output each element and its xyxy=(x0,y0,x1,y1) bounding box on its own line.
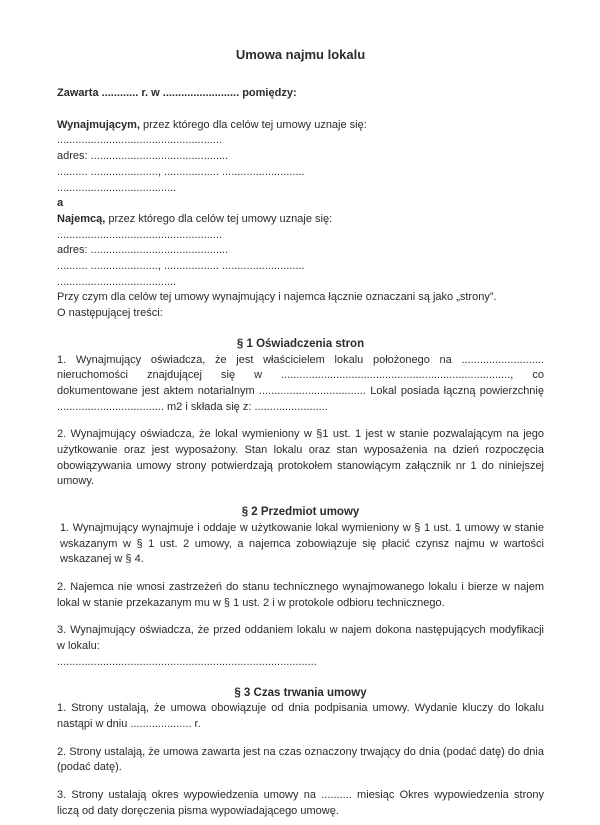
tenant-block xyxy=(57,212,544,291)
landlord-heading xyxy=(57,118,544,134)
landlord-address-field: adres: ............................................. xyxy=(57,150,229,163)
section-3-paragraph-2: 2. Strony ustalają, że umowa zawarta jest na czas oznaczony trwający do dnia (podać datę) do dnia (podać datę). xyxy=(57,745,544,774)
section-3-paragraph-3: 3. Strony ustalają okres wypowiedzenia umowy na .......... miesiąc Okres wypowiedzenia strony liczą od daty doręczenia pisma wypowiadającego umowę. xyxy=(57,789,544,817)
section-2-heading: § 2 Przedmiot umowy xyxy=(241,506,360,519)
section-2-paragraph-2: 2. Najemca nie wnosi zastrzeżeń do stanu technicznego wynajmowanego lokalu i bierze w najem lokal w stanie przekazanym mu w § 1 ust. 2 i w protokole odbioru technicznego. xyxy=(57,580,544,609)
section-3-paragraph-1: 1. Strony ustalają, że umowa obowiązuje od dnia podpisania umowy. Wydanie kluczy do lokalu nastąpi w dniu .................... r. xyxy=(57,702,544,730)
tenant-label: Najemcą, xyxy=(57,212,106,225)
tenant-label-rest: przez którego dla celów tej umowy uznaje się: xyxy=(105,212,333,225)
tenant-heading xyxy=(57,212,544,228)
joint-clause: Przy czym dla celów tej umowy wynajmujący i najemca łącznie oznaczani są jako „strony”. xyxy=(57,291,497,304)
section-2-paragraph-1: 1. Wynajmujący wynajmuje i oddaje w użytkowanie lokal wymieniony w § 1 ust. 1 umowy w stanie wskazanym w § 1 ust. 2 umowy, a najemca zobowiązuje się płacić czynsz najmu w wartości wskazanej w § 4. xyxy=(60,521,544,566)
section-1-heading: § 1 Oświadczenia stron xyxy=(236,337,365,350)
landlord-block xyxy=(57,118,544,197)
section-1-paragraph-1: 1. Wynajmujący oświadcza, że jest właścicielem lokalu położonego na ........................... nieruchomości znajdującej się w ..........................................................................., co dokumentowane jest aktem notarialnym ................................... Lokal posiada łączną powierzchnię ................................... m2 i składa się z: ........................ xyxy=(57,353,544,413)
landlord-label-rest: przez którego dla celów tej umowy uznaje się: xyxy=(139,118,367,131)
section-3-heading: § 3 Czas trwania umowy xyxy=(234,686,367,699)
section-2 xyxy=(57,505,544,670)
landlord-id-fields: .......... ......................, .................. ........................... xyxy=(57,165,305,178)
tenant-name-field: ...................................................... xyxy=(57,228,223,241)
landlord-name-field: ...................................................... xyxy=(57,134,223,147)
section-1 xyxy=(57,337,544,490)
document-title: Umowa najmu lokalu xyxy=(235,47,366,62)
tenant-extra-field: ....................................... xyxy=(57,275,177,288)
section-2-modifications-field: ..................................................................................... xyxy=(57,655,317,668)
tenant-id-fields: .......... ......................, .................. ........................... xyxy=(57,260,305,273)
preamble-end: O następującej treści: xyxy=(57,307,163,320)
party-connector: a xyxy=(57,197,64,210)
section-2-paragraph-3: 3. Wynajmujący oświadcza, że przed oddaniem lokalu w najem dokona następujących modyfikacji w lokalu: xyxy=(57,624,544,653)
section-1-paragraph-2: 2. Wynajmujący oświadcza, że lokal wymieniony w §1 ust. 1 jest w stanie pozwalającym na jego użytkowanie oraz jest wyposażony. Stan lokalu oraz stan wyposażenia na dzień rozpoczęcia obowiązywania umowy strony potwierdzają protokołem stanowiącym załącznik nr 1 do niniejszej umowy. xyxy=(57,428,544,488)
section-3 xyxy=(57,686,544,820)
landlord-extra-field: ....................................... xyxy=(57,181,177,194)
tenant-address-field: adres: ............................................. xyxy=(57,244,229,257)
intro-line: Zawarta ............ r. w ......................... pomiędzy: xyxy=(57,87,297,99)
landlord-label: Wynajmującym, xyxy=(57,118,140,131)
